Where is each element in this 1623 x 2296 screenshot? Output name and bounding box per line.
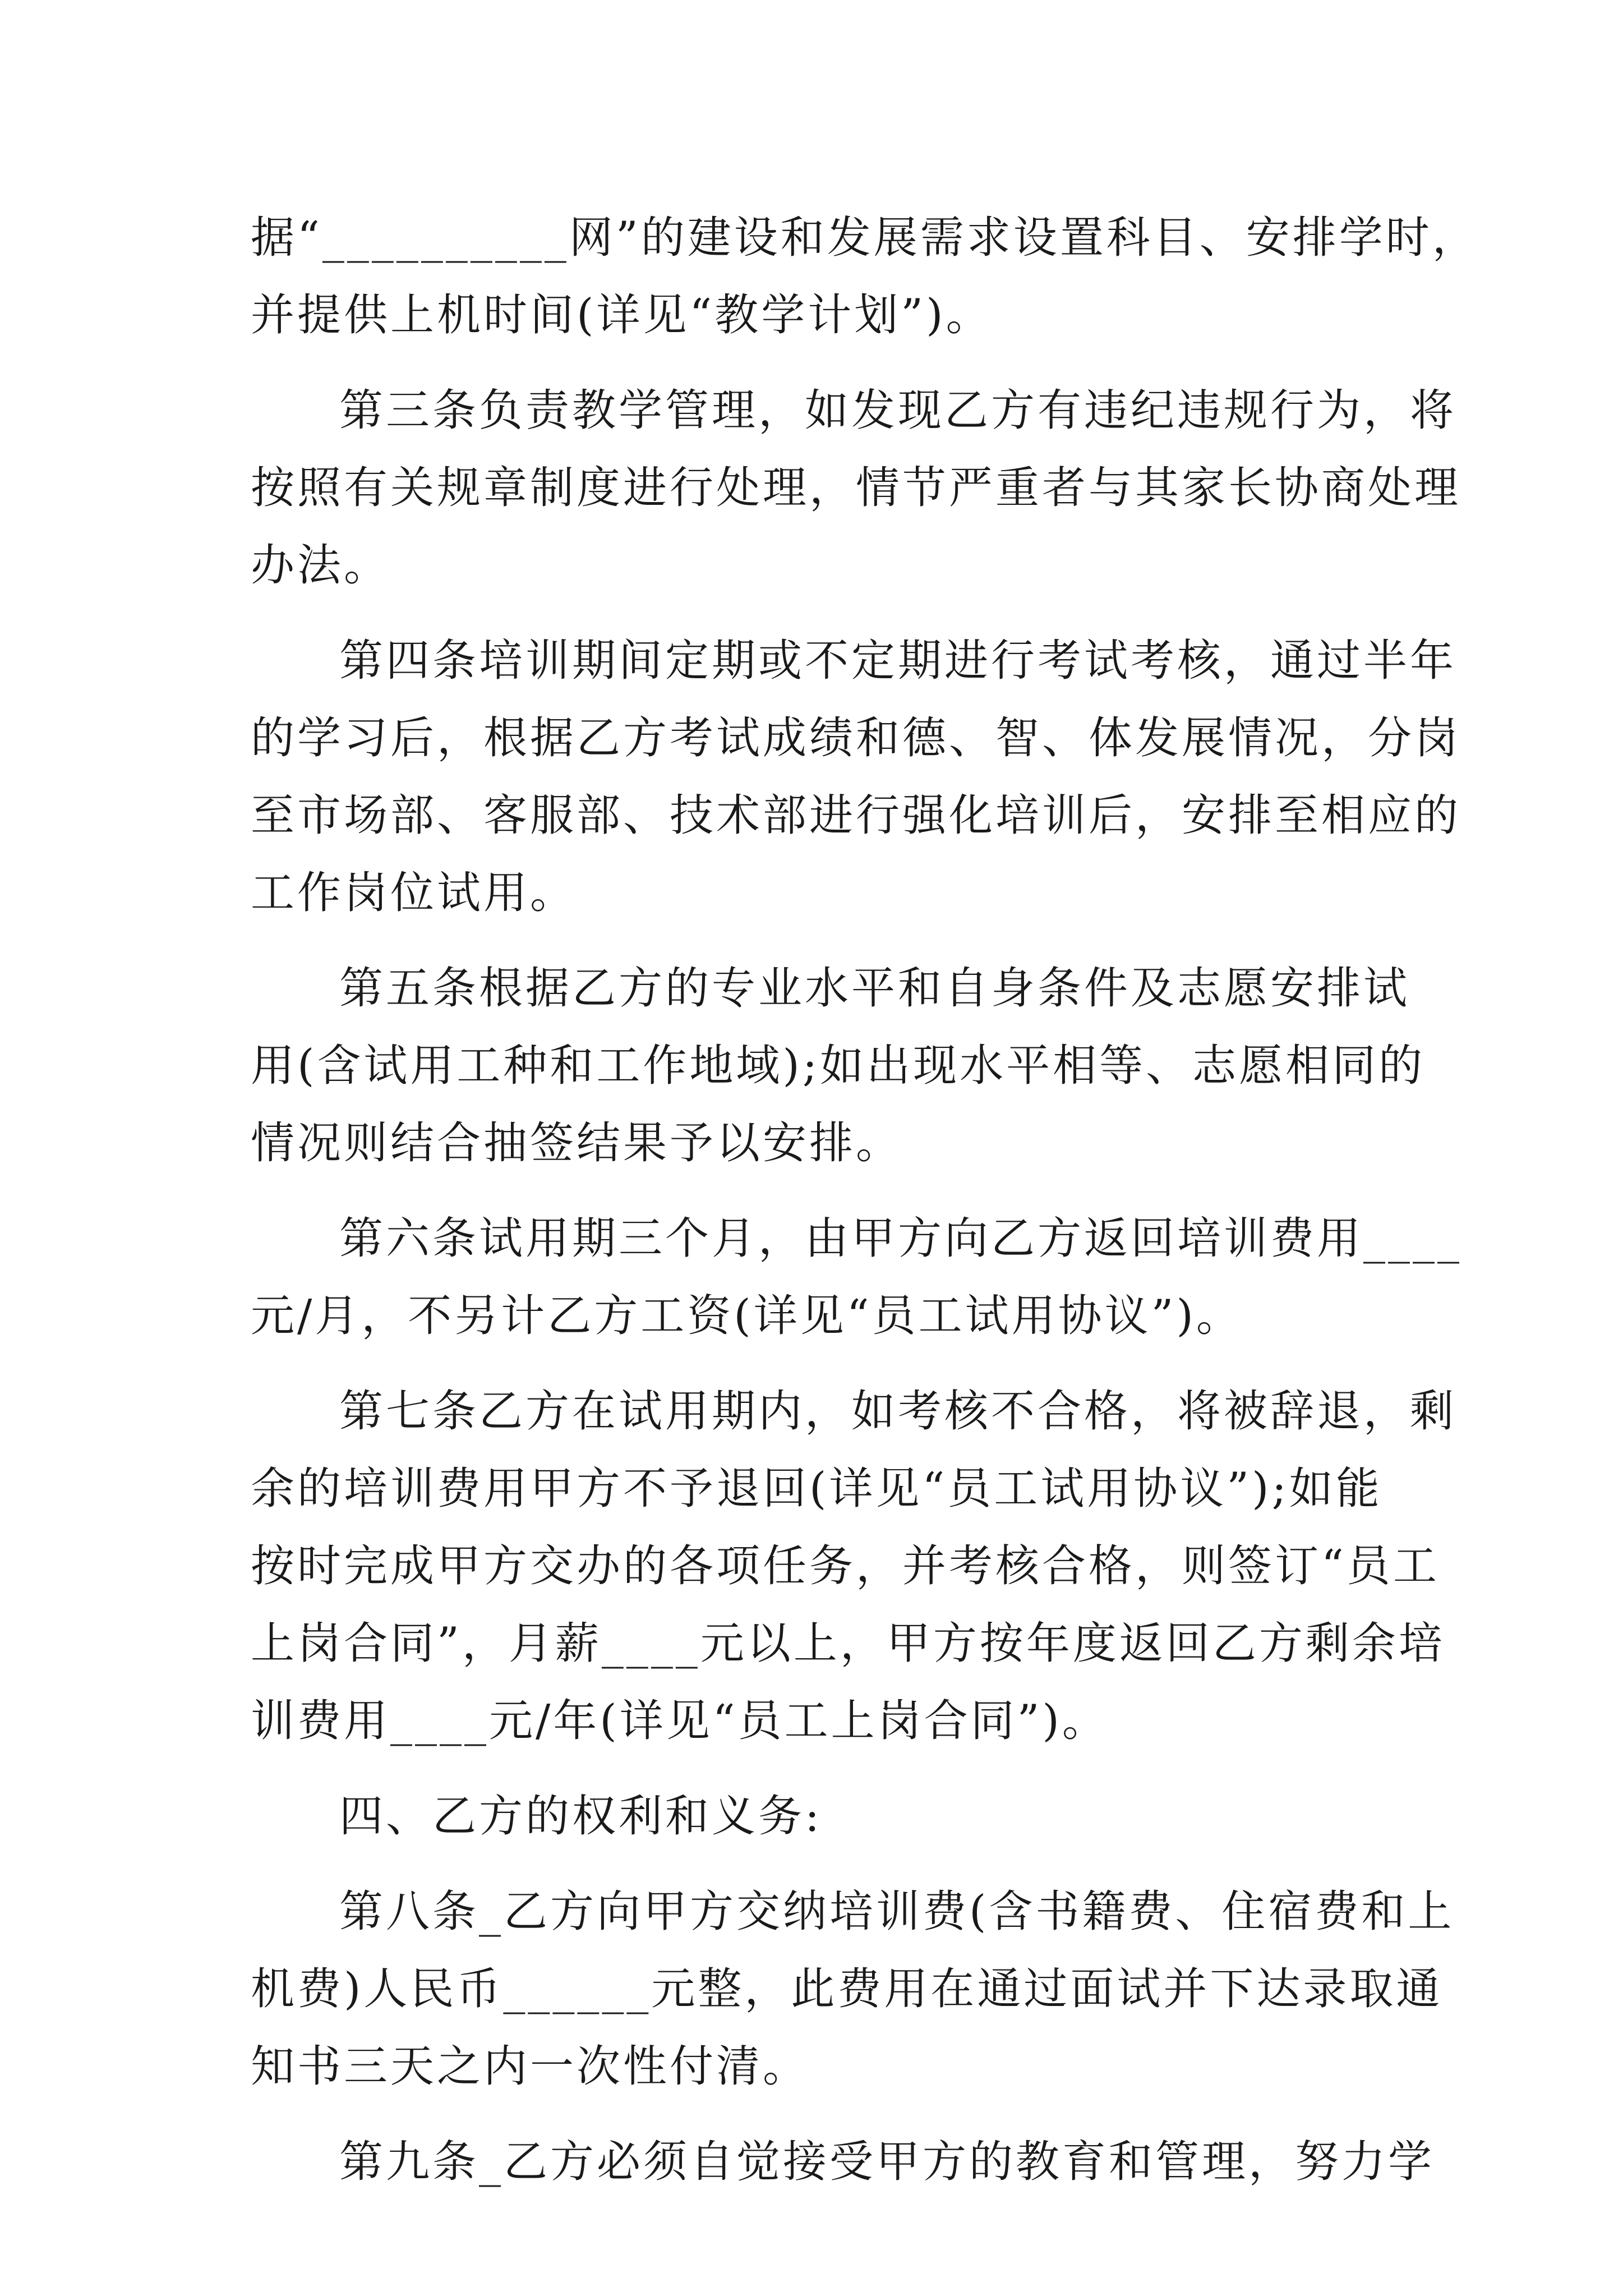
text-line: 第五条根据乙方的专业水平和自身条件及志愿安排试 bbox=[339, 963, 1410, 1014]
text-line: 的学习后，根据乙方考试成绩和德、智、体发展情况，分岗 bbox=[251, 713, 1461, 763]
text-line: 训费用____元/年(详见“员工上岗合同”)。 bbox=[251, 1696, 1109, 1746]
text-line: 第六条试用期三个月，由甲方向乙方返回培训费用____ bbox=[339, 1213, 1463, 1264]
text-line: 第九条_乙方必须自觉接受甲方的教育和管理，努力学 bbox=[339, 2137, 1435, 2187]
text-line: 情况则结合抽签结果予以安排。 bbox=[251, 1118, 903, 1168]
text-line: 第八条_乙方向甲方交纳培训费(含书籍费、住宿费和上 bbox=[339, 1887, 1455, 1937]
document-body bbox=[251, 199, 1479, 2201]
text-line: 第四条培训期间定期或不定期进行考试考核，通过半年 bbox=[339, 636, 1457, 686]
text-line: 机费)人民币______元整，此费用在通过面试并下达录取通 bbox=[251, 1964, 1443, 2014]
text-line: 至市场部、客服部、技术部进行强化培训后，安排至相应的 bbox=[251, 790, 1461, 841]
text-line: 据“__________网”的建设和发展需求设置科目、安排学时， bbox=[251, 213, 1479, 263]
text-line: 并提供上机时间(详见“教学计划”)。 bbox=[251, 290, 993, 341]
text-line: 办法。 bbox=[251, 540, 391, 591]
text-line: 按照有关规章制度进行处理，情节严重者与其家长协商处理 bbox=[251, 463, 1461, 513]
text-line: 第七条乙方在试用期内，如考核不合格，将被辞退，剩 bbox=[339, 1386, 1457, 1437]
text-line: 余的培训费用甲方不予退回(详见“员工试用协议”);如能 bbox=[251, 1464, 1382, 1514]
text-line: 知书三天之内一次性付清。 bbox=[251, 2041, 810, 2092]
text-line: 工作岗位试用。 bbox=[251, 868, 577, 918]
text-line: 元/月，不另计乙方工资(详见“员工试用协议”)。 bbox=[251, 1291, 1243, 1341]
text-line: 四、乙方的权利和义务: bbox=[339, 1791, 823, 1842]
text-line: 上岗合同”，月薪____元以上，甲方按年度返回乙方剩余培 bbox=[251, 1618, 1445, 1669]
text-line: 用(含试用工种和工作地域);如出现水平相等、志愿相同的 bbox=[251, 1041, 1426, 1091]
text-line: 按时完成甲方交办的各项任务，并考核合格，则签订“员工 bbox=[251, 1541, 1440, 1591]
text-line: 第三条负责教学管理，如发现乙方有违纪违规行为，将 bbox=[339, 385, 1457, 436]
